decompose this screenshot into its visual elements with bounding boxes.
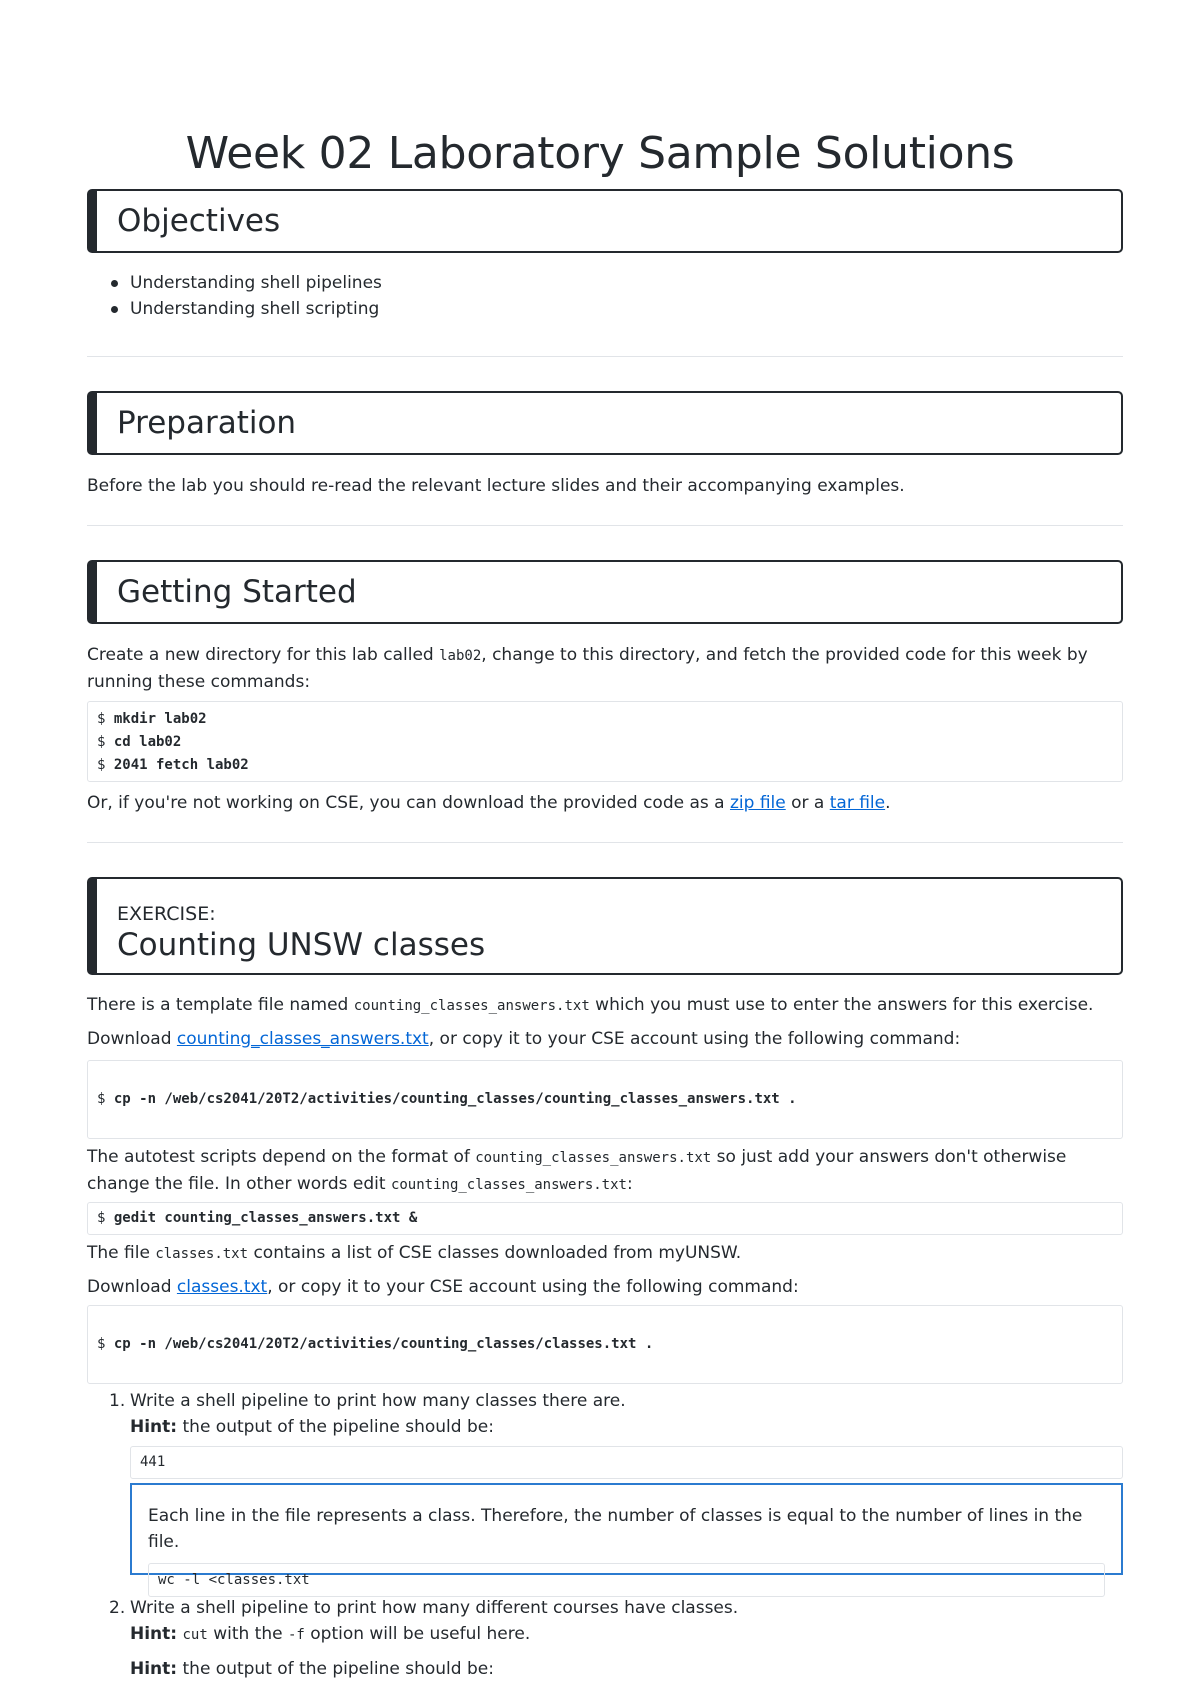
command: cd lab02 xyxy=(113,734,182,750)
command: mkdir lab02 xyxy=(113,711,207,727)
getting-started-heading: Getting Started xyxy=(117,574,357,610)
para-text: contains a list of CSE classes downloaded from myUNSW. xyxy=(248,1243,742,1263)
hint-text: option will be useful here. xyxy=(304,1624,531,1644)
preparation-heading: Preparation xyxy=(117,405,297,441)
answer-text: Each line in the file represents a class. Therefore, the number of classes is equal to the number of lines in the file. xyxy=(148,1506,1083,1552)
command-line xyxy=(97,1088,1113,1111)
tar-file-link[interactable]: tar file xyxy=(829,793,886,813)
intro-text: Create a new directory for this lab called xyxy=(87,645,440,665)
getting-started-header xyxy=(87,560,1123,624)
download-answers-text xyxy=(87,1026,1123,1052)
getting-started-intro xyxy=(87,642,1123,695)
question-text: Write a shell pipeline to print how many different courses have classes. xyxy=(130,1598,739,1618)
setup-commands-block[interactable] xyxy=(87,701,1123,782)
command-line xyxy=(97,708,1113,731)
command-line xyxy=(97,1207,1113,1230)
command-line xyxy=(97,1333,1113,1356)
hint-line xyxy=(130,1656,1123,1682)
exercise-kicker: EXERCISE: xyxy=(117,903,216,925)
copy-classes-command-block[interactable] xyxy=(87,1305,1123,1384)
cut-code: cut xyxy=(182,1627,208,1643)
question-list xyxy=(87,1388,1123,1440)
answer-box xyxy=(130,1483,1123,1588)
filename-code: counting_classes_answers.txt xyxy=(353,998,590,1014)
exercise-header xyxy=(87,877,1123,975)
alt-text: or a xyxy=(785,793,830,813)
question-item xyxy=(87,1388,1123,1440)
filename-code: counting_classes_answers.txt xyxy=(475,1150,712,1166)
prompt: $ xyxy=(97,1336,114,1352)
autotest-text xyxy=(87,1144,1123,1198)
hint-text: the output of the pipeline should be: xyxy=(177,1659,494,1679)
answers-file-link[interactable]: counting_classes_answers.txt xyxy=(176,1029,429,1049)
prompt: $ xyxy=(97,757,114,773)
prompt: $ xyxy=(97,711,114,727)
divider xyxy=(87,356,1123,357)
dir-name-code: lab02 xyxy=(439,648,482,664)
hint-label: Hint: xyxy=(130,1417,178,1437)
classes-file-link[interactable]: classes.txt xyxy=(176,1277,268,1297)
copy-answers-command-block[interactable] xyxy=(87,1060,1123,1139)
alt-text: Or, if you're not working on CSE, you can download the provided code as a xyxy=(87,793,730,813)
hint-line xyxy=(130,1621,1123,1648)
option-code: -f xyxy=(287,1627,305,1643)
para-text: , or copy it to your CSE account using the following command: xyxy=(428,1029,961,1049)
command-line xyxy=(97,731,1113,754)
objective-item: Understanding shell pipelines xyxy=(87,270,1123,296)
para-text: The file xyxy=(87,1243,156,1263)
command: 2041 fetch lab02 xyxy=(113,757,249,773)
prompt: $ xyxy=(97,1210,114,1226)
divider xyxy=(87,842,1123,843)
zip-file-link[interactable]: zip file xyxy=(729,793,786,813)
gedit-command-block[interactable] xyxy=(87,1202,1123,1235)
exercise-heading: Counting UNSW classes xyxy=(117,927,486,963)
para-text: so just add your answers don't otherwise change the file. In other words edit xyxy=(87,1147,1067,1194)
question-item xyxy=(87,1595,1123,1682)
divider xyxy=(87,525,1123,526)
hint-text: the output of the pipeline should be: xyxy=(177,1417,494,1437)
command: cp -n /web/cs2041/20T2/activities/counting_classes/classes.txt . xyxy=(113,1336,654,1352)
hint-label: Hint: xyxy=(130,1659,178,1679)
para-text: The autotest scripts depend on the format of xyxy=(87,1147,476,1167)
hint-text: with the xyxy=(207,1624,288,1644)
page-title: Week 02 Laboratory Sample Solutions xyxy=(185,128,1015,179)
command: gedit counting_classes_answers.txt & xyxy=(113,1210,418,1226)
command-line xyxy=(97,754,1113,777)
answer-code: wc -l <classes.txt xyxy=(148,1563,1105,1597)
download-alternative-text xyxy=(87,790,1123,816)
objectives-list xyxy=(87,270,1123,322)
objectives-heading: Objectives xyxy=(117,203,281,239)
question-number: 2. xyxy=(109,1598,126,1618)
exercise-template-text xyxy=(87,992,1123,1019)
objective-item: Understanding shell scripting xyxy=(87,296,1123,322)
preparation-header xyxy=(87,391,1123,455)
preparation-text: Before the lab you should re-read the relevant lecture slides and their accompanying examples. xyxy=(87,476,905,496)
para-text: There is a template file named xyxy=(87,995,354,1015)
command: cp -n /web/cs2041/20T2/activities/counting_classes/counting_classes_answers.txt . xyxy=(113,1091,797,1107)
prompt: $ xyxy=(97,734,114,750)
expected-output: 441 xyxy=(140,1454,166,1470)
classes-file-text xyxy=(87,1240,1123,1267)
prompt: $ xyxy=(97,1091,114,1107)
filename-code: counting_classes_answers.txt xyxy=(390,1177,627,1193)
intro-text: , change to this directory, and fetch the provided code for this week by running these commands: xyxy=(87,645,1088,692)
objectives-header xyxy=(87,189,1123,253)
download-classes-text xyxy=(87,1274,1123,1300)
filename-code: classes.txt xyxy=(155,1246,249,1262)
alt-text: . xyxy=(885,793,891,813)
para-text: Download xyxy=(87,1277,177,1297)
expected-output-block xyxy=(130,1446,1123,1479)
para-text: , or copy it to your CSE account using the following command: xyxy=(267,1277,799,1297)
para-text: Download xyxy=(87,1029,177,1049)
para-text: : xyxy=(626,1174,633,1194)
hint-line xyxy=(130,1414,1123,1440)
hint-label: Hint: xyxy=(130,1624,178,1644)
question-number: 1. xyxy=(109,1391,126,1411)
question-text: Write a shell pipeline to print how many classes there are. xyxy=(130,1391,626,1411)
question-list xyxy=(87,1595,1123,1682)
para-text: which you must use to enter the answers for this exercise. xyxy=(589,995,1094,1015)
